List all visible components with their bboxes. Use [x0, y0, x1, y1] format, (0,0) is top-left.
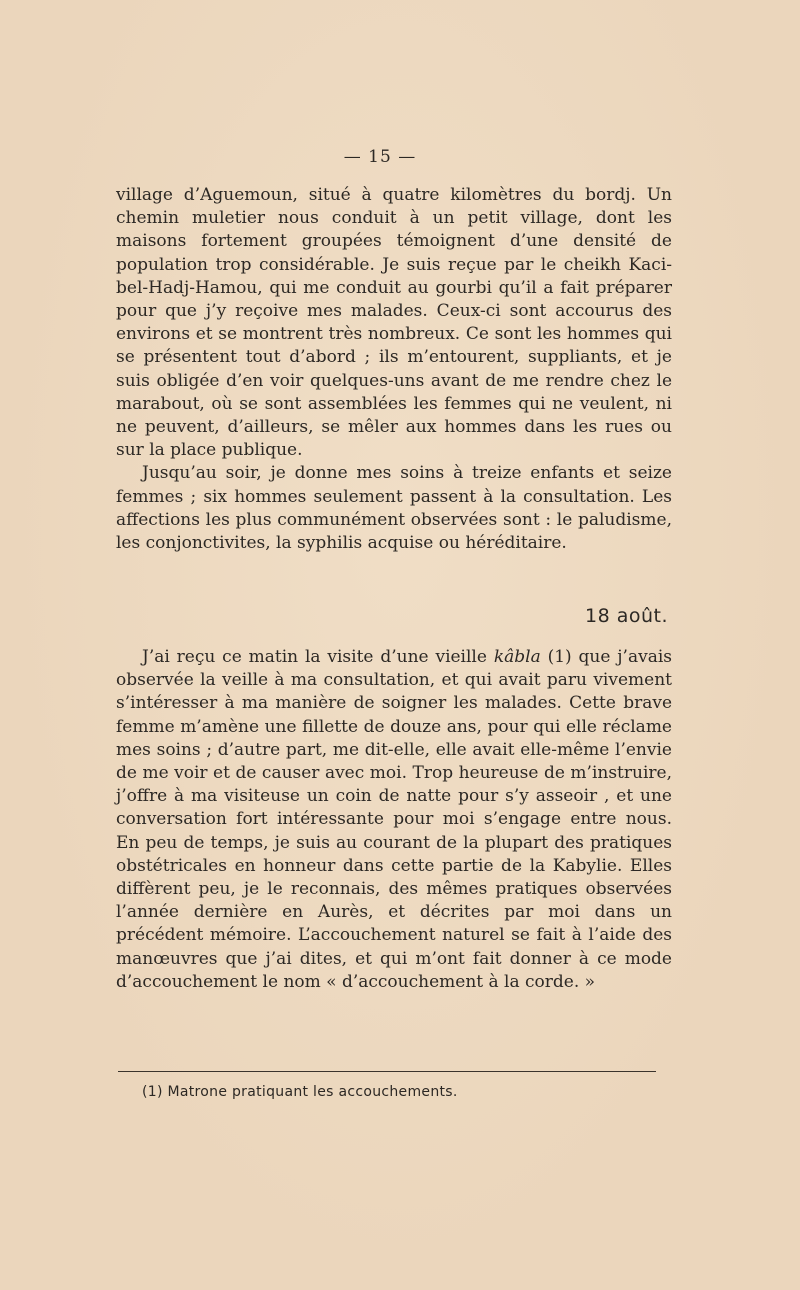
page-number: — 15 — — [343, 147, 417, 167]
footnote-divider — [118, 1071, 656, 1072]
text-block-top — [116, 184, 672, 555]
dateline: 18 août. — [584, 605, 668, 627]
paragraph: village d’Aguemoun, situé à quatre kilomètres du bordj. Un chemin muletier nous conduit à un petit village, dont les maisons fortement groupées témoignent d’une densité de population trop considérable. Je suis reçue par le cheikh Kaci-bel-Hadj-Hamou, qui me conduit au gourbi qu’il a fait préparer pour que j’y reçoive mes malades. Ceux-ci sont accourus des environs et se montrent très nombreux. Ce sont les hommes qui se présentent tout d’abord ; ils m’entourent, suppliants, et je suis obligée d’en voir quelques-uns avant de me rendre chez le marabout, où se sont assemblées les femmes qui ne veulent, ni ne peuvent, d’ailleurs, se mêler aux hommes dans les rues ou sur la place publique. — [116, 185, 672, 461]
paragraph-text-start: J’ai reçu ce matin la visite d’une vieille — [142, 647, 494, 667]
paragraph: Jusqu’au soir, je donne mes soins à treize enfants et seize femmes ; six hommes seulement passent à la consultation. Les affections les plus communément observées sont : le paludisme, les conjonctivites, la syphilis acquise ou héréditaire. — [116, 463, 672, 554]
text-block-bottom — [116, 646, 672, 994]
italic-term: kâbla — [493, 647, 541, 667]
paragraph — [116, 646, 672, 994]
paragraph-text-end: (1) que j’avais observée la veille à ma consultation, et qui avait paru vivement s’intéresser à ma manière de soigner les malades. Cette brave femme m’amène une fillette de douze ans, pour qui elle réclame mes soins ; d’autre part, me dit-elle, elle avait elle-même l’envie de me voir et de causer avec moi. Trop heureuse de m’instruire, j’offre à ma visiteuse un coin de natte pour s’y asseoir , et une conversation fort intéressante pour moi s’engage entre nous. En peu de temps, je suis au courant de la plupart des pratiques obstétricales en honneur dans cette partie de la Kabylie. Elles diffèrent peu, je le reconnais, des mêmes pratiques observées l’année dernière en Aurès, et décrites par moi dans un précédent mémoire. L’accouchement naturel se fait à l’aide des manœuvres que j’ai dites, et qui m’ont fait donner à ce mode d’accouchement le nom « d’accouchement à la corde. » — [116, 647, 672, 992]
footnote: (1) Matrone pratiquant les accouchements. — [142, 1084, 458, 1100]
